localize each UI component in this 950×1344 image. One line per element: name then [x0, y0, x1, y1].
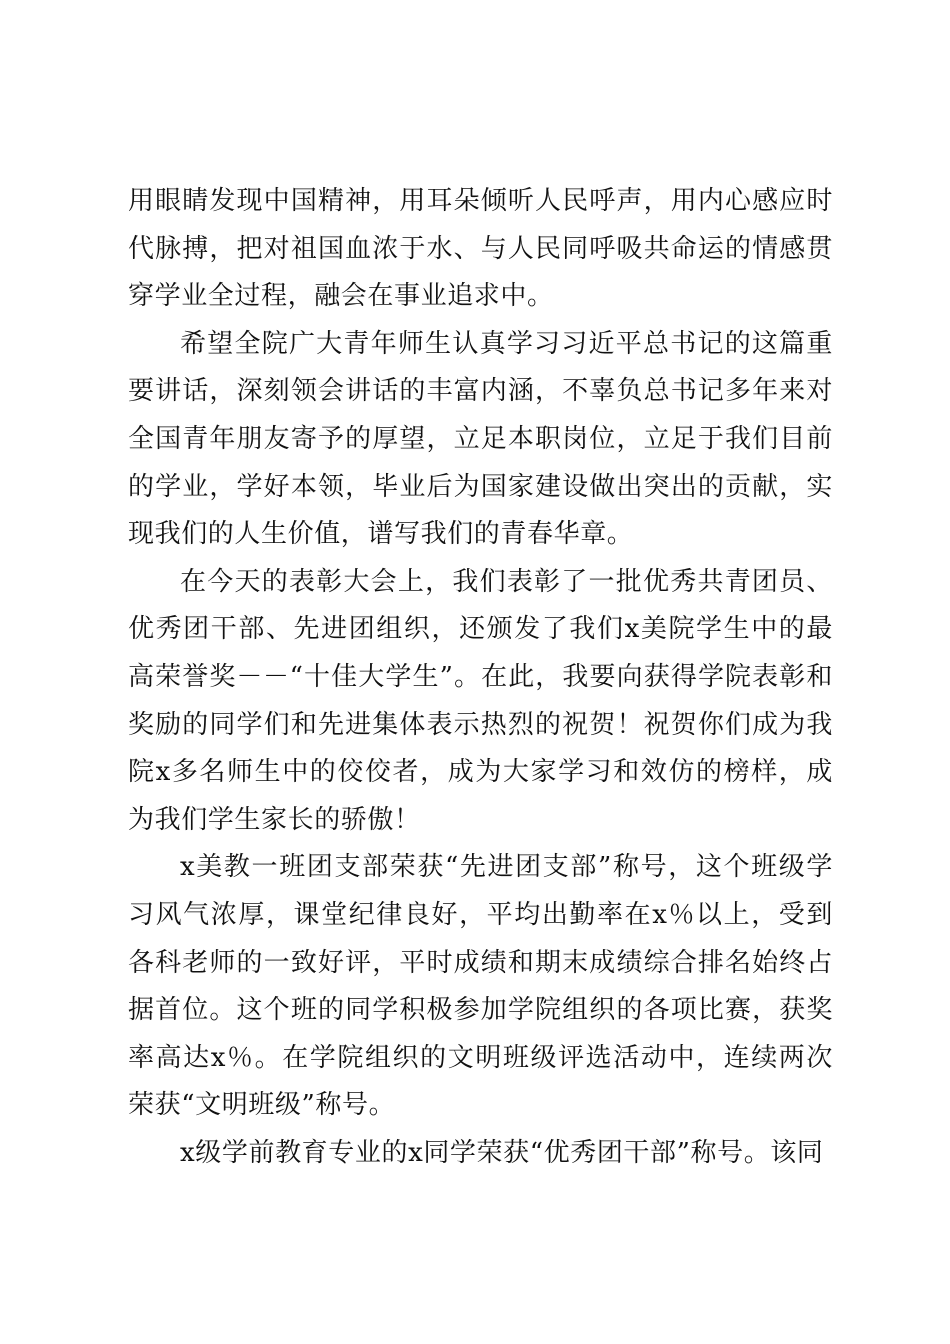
paragraph-4: x美教一班团支部荣获“先进团支部”称号，这个班级学习风气浓厚，课堂纪律良好，平均出勤率在x％以上，受到各科老师的一致好评，平时成绩和期末成绩综合排名始终占据首位。这个班的同学积极参加学院组织的各项比赛，获奖率高达x％。在学院组织的文明班级评选活动中，连续两次荣获“文明班级”称号。 — [128, 852, 833, 1121]
document-body — [128, 178, 833, 1177]
paragraph-2: 希望全院广大青年师生认真学习习近平总书记的这篇重要讲话，深刻领会讲话的丰富内涵，不辜负总书记多年来对全国青年朋友寄予的厚望，立足本职岗位，立足于我们目前的学业，学好本领，毕业后为国家建设做出突出的贡献，实现我们的人生价值，谱写我们的青春华章。 — [128, 328, 833, 550]
paragraph-1: 用眼睛发现中国精神，用耳朵倾听人民呼声，用内心感应时代脉搏，把对祖国血浓于水、与人民同呼吸共命运的情感贯穿学业全过程，融会在事业追求中。 — [128, 186, 833, 312]
paragraph-3: 在今天的表彰大会上，我们表彰了一批优秀共青团员、优秀团干部、先进团组织，还颁发了我们x美院学生中的最高荣誉奖－－“十佳大学生”。在此，我要向获得学院表彰和奖励的同学们和先进集体表示热烈的祝贺！祝贺你们成为我院x多名师生中的佼佼者，成为大家学习和效仿的榜样，成为我们学生家长的骄傲！ — [128, 566, 833, 835]
paragraph-5: x级学前教育专业的x同学荣获“优秀团干部”称号。该同 — [180, 1137, 824, 1168]
